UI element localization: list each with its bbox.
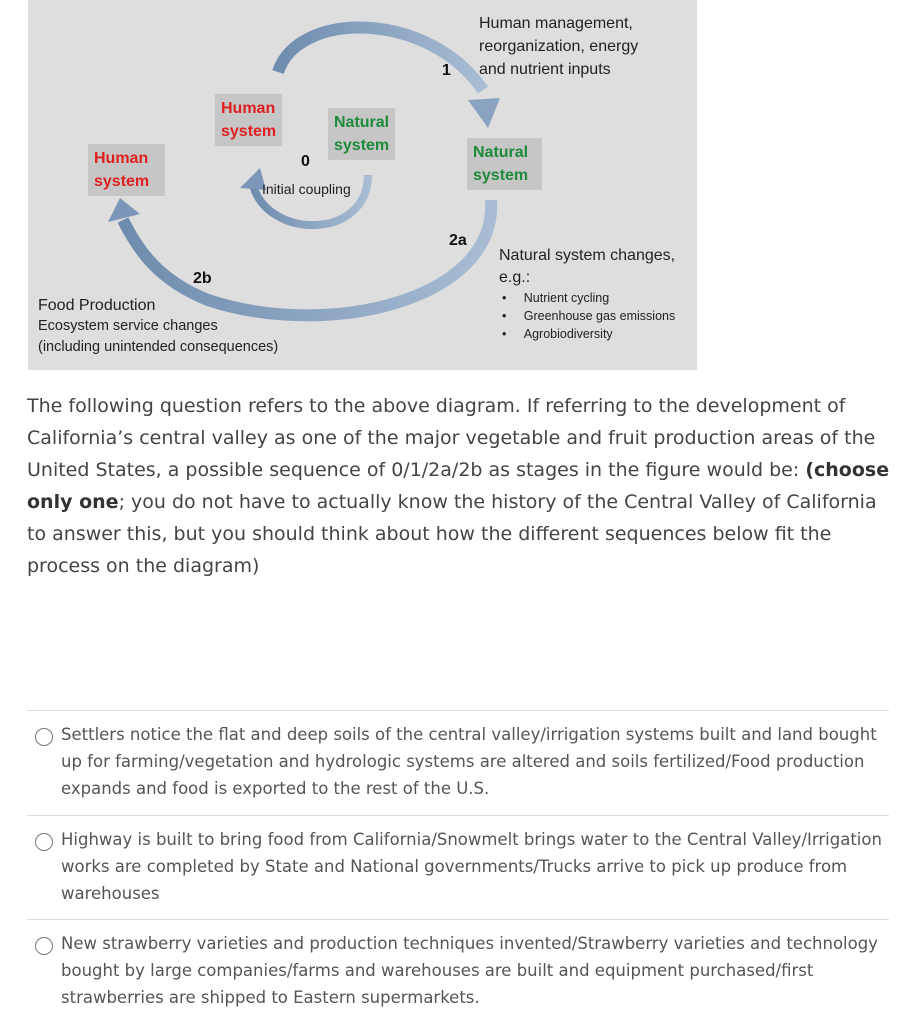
arrow-1 bbox=[278, 28, 483, 90]
radio-button[interactable] bbox=[35, 833, 53, 851]
bullet-item: • Greenhouse gas emissions bbox=[502, 309, 676, 323]
line: Human management, bbox=[479, 15, 633, 32]
question-body-end: ; you do not have to actually know the history of the Central Valley of California to answer this, but you should think about how the different sequences below fit the process on the diagram) bbox=[27, 491, 877, 577]
line: and nutrient inputs bbox=[479, 61, 611, 78]
arrow-2b-head bbox=[108, 198, 140, 222]
question-emphasis: (choose only one bbox=[27, 459, 890, 513]
option-label[interactable]: Settlers notice the flat and deep soils of the central valley/irrigation systems built and land bought up for farming/vegetation and hydrologic systems are altered and soils fertilized/Food production expands and food is exported to the rest of the U.S. bbox=[61, 725, 877, 798]
human-management-text bbox=[479, 12, 638, 81]
answer-option-1[interactable] bbox=[27, 710, 889, 815]
label: Natural bbox=[334, 114, 390, 131]
food-production-text bbox=[38, 295, 278, 358]
answer-option-3[interactable] bbox=[27, 919, 889, 1024]
label: Human bbox=[94, 150, 149, 167]
bullet-item: • Agrobiodiversity bbox=[502, 327, 613, 341]
line: Food Production bbox=[38, 297, 156, 314]
line: Natural system changes, bbox=[499, 247, 676, 264]
human-system-box bbox=[88, 144, 165, 196]
natural-changes-list bbox=[502, 289, 675, 343]
label: system bbox=[221, 123, 277, 140]
stage-2a-label: 2a bbox=[449, 232, 467, 249]
coupled-systems-diagram bbox=[28, 0, 697, 370]
bullet-text: Nutrient cycling bbox=[523, 291, 610, 305]
option-label[interactable]: New strawberry varieties and production techniques invented/Strawberry varieties and technology bought by large companies/farms and warehouses are built and equipment purchased/first strawberries are shipped to Eastern supermarkets. bbox=[61, 934, 878, 1007]
bullet-text: Agrobiodiversity bbox=[523, 327, 613, 341]
natural-system-box-initial bbox=[328, 108, 395, 160]
natural-system-box bbox=[467, 138, 542, 190]
option-label[interactable]: Highway is built to bring food from California/Snowmelt brings water to the Central Valley/Irrigation works are completed by State and National governments/Trucks arrive to pick up produce from warehouses bbox=[61, 830, 882, 903]
question-text bbox=[27, 390, 897, 582]
bullet-item: • Nutrient cycling bbox=[502, 291, 610, 305]
label: Natural bbox=[473, 144, 529, 161]
question-body: The following question refers to the above diagram. If referring to the development of California’s central valley as one of the major vegetable and fruit production areas of the United States, a possible sequence of 0/1/2a/2b as stages in the figure would be: bbox=[27, 395, 876, 481]
line: reorganization, energy bbox=[479, 38, 639, 55]
answer-option-2[interactable] bbox=[27, 815, 889, 920]
label: system bbox=[473, 167, 529, 184]
radio-button[interactable] bbox=[35, 937, 53, 955]
initial-coupling-label: Initial coupling bbox=[262, 181, 351, 197]
line: e.g.: bbox=[499, 269, 531, 286]
stage-0-label: 0 bbox=[301, 153, 310, 170]
stage-2b-label: 2b bbox=[193, 270, 212, 287]
line: Ecosystem service changes bbox=[38, 318, 218, 334]
radio-button[interactable] bbox=[35, 728, 53, 746]
label: Human bbox=[221, 100, 276, 117]
natural-changes-text bbox=[499, 245, 675, 289]
label: system bbox=[334, 137, 390, 154]
line: (including unintended consequences) bbox=[38, 339, 279, 355]
bullet-text: Greenhouse gas emissions bbox=[523, 309, 676, 323]
stage-1-label: 1 bbox=[442, 62, 451, 79]
arrow-1-head bbox=[468, 98, 500, 128]
label: system bbox=[94, 173, 150, 190]
human-system-box-initial bbox=[215, 94, 282, 146]
